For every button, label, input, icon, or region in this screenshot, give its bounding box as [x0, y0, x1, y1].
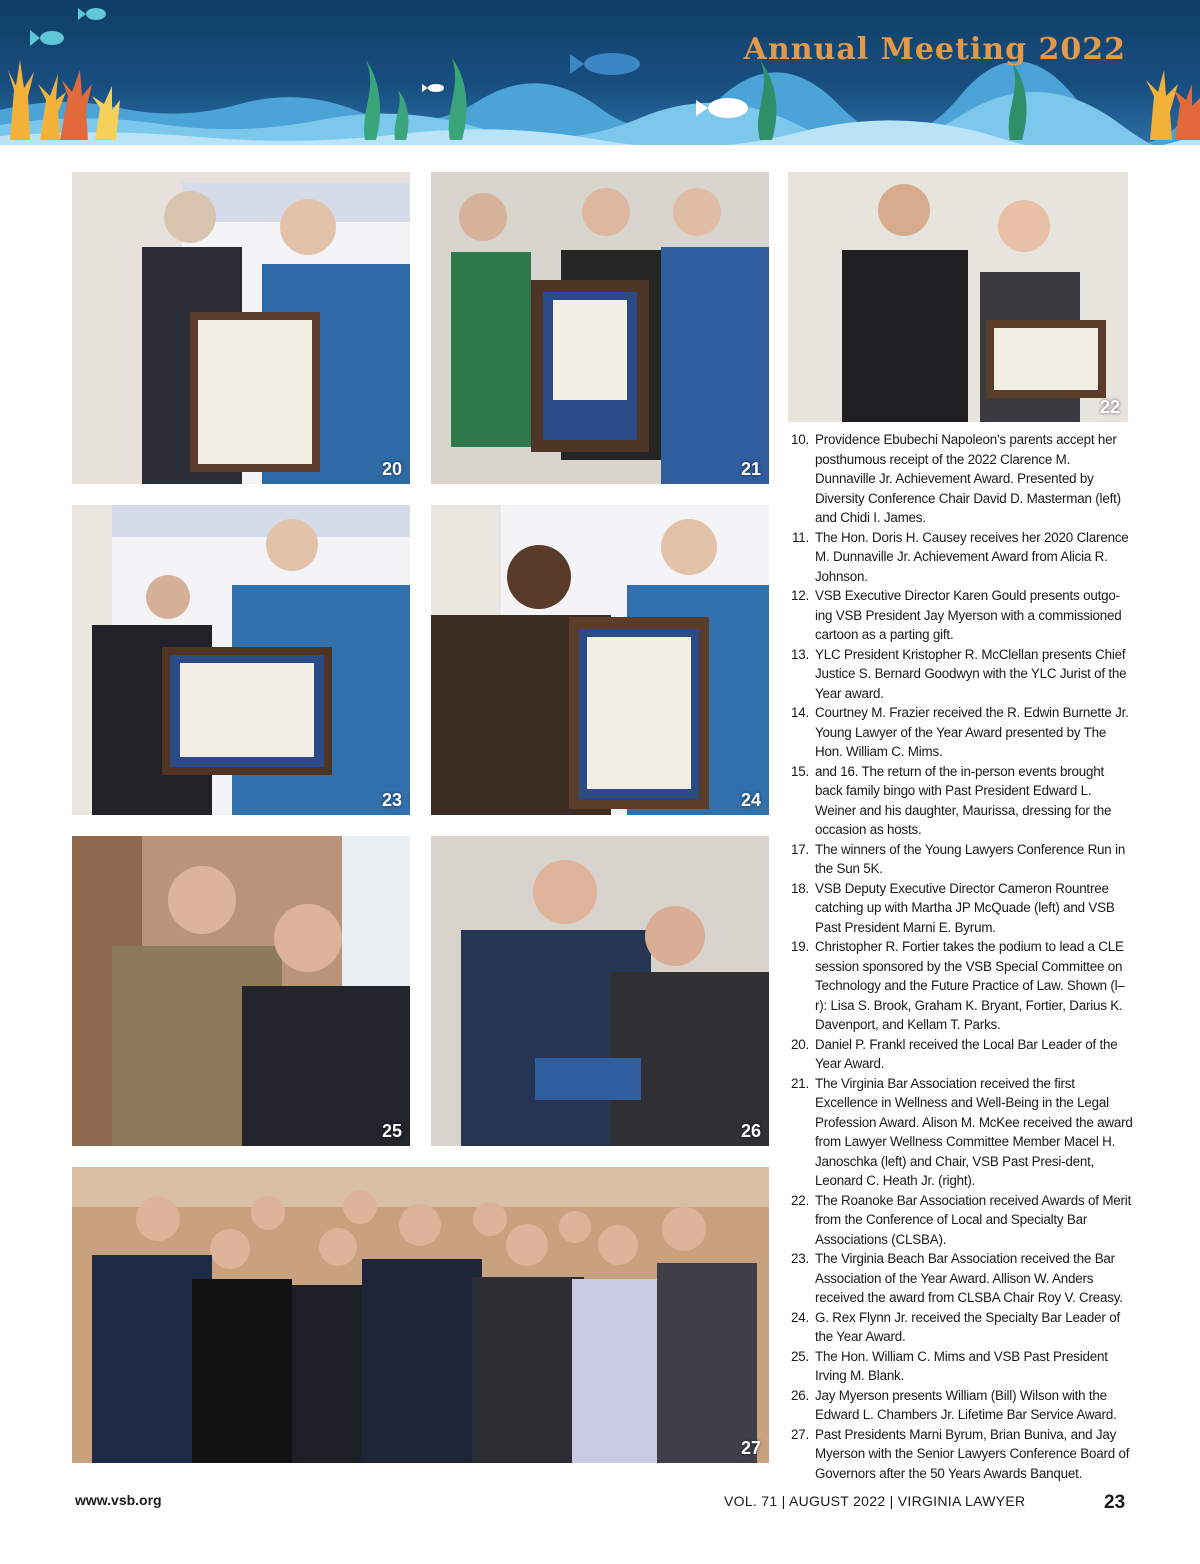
caption-text: The winners of the Young Lawyers Conference Run in the Sun 5K. — [815, 841, 1126, 876]
photo-number: 20 — [381, 459, 402, 479]
caption-number: 22. — [790, 1192, 809, 1208]
caption-item — [788, 586, 1133, 645]
caption-text: Jay Myerson presents William (Bill) Wilson with the Edward L. Chambers Jr. Lifetime Bar Service Award. — [815, 1387, 1117, 1422]
photo-21 — [431, 172, 769, 484]
photo-number: 26 — [740, 1121, 761, 1141]
photo-number: 25 — [381, 1121, 402, 1141]
caption-text: YLC President Kristopher R. McClellan presents Chief Justice S. Bernard Goodwyn with the YLC Jurist of the Year award. — [815, 646, 1127, 701]
photo-26-image — [431, 836, 769, 1146]
caption-item — [788, 762, 1133, 840]
photo-26 — [431, 836, 769, 1146]
photo-24 — [431, 505, 769, 815]
caption-number: 20. — [790, 1036, 809, 1052]
caption-text: Courtney M. Frazier received the R. Edwin Burnette Jr. Young Lawyer of the Year Award presented by The Hon. William C. Mims. — [815, 705, 1129, 759]
caption-text: The Roanoke Bar Association received Awards of Merit from the Conference of Local and Specialty Bar Associations (CLSBA). — [815, 1192, 1132, 1247]
photo-number: 21 — [740, 459, 761, 479]
photo-25 — [72, 836, 410, 1146]
photo-22-image — [788, 172, 1128, 422]
caption-item — [788, 1035, 1133, 1074]
photo-23-image — [72, 505, 410, 815]
caption-text: G. Rex Flynn Jr. received the Specialty Bar Leader of the Year Award. — [815, 1309, 1120, 1344]
footer-website[interactable]: www.vsb.org — [75, 1492, 162, 1508]
caption-number: 13. — [790, 646, 809, 662]
caption-number: 25. — [790, 1348, 809, 1364]
caption-item — [788, 937, 1133, 1035]
caption-item — [788, 430, 1133, 528]
caption-number: 24. — [790, 1309, 809, 1325]
photo-21-image — [431, 172, 769, 484]
caption-item — [788, 1308, 1133, 1347]
photo-20-image — [72, 172, 410, 484]
caption-number: 15. — [790, 763, 809, 779]
caption-item — [788, 1386, 1133, 1425]
caption-number: 26. — [790, 1387, 809, 1403]
caption-item — [788, 840, 1133, 879]
caption-item — [788, 1425, 1133, 1484]
caption-item — [788, 879, 1133, 938]
photo-captions — [788, 430, 1133, 1483]
photo-number: 23 — [381, 790, 402, 810]
caption-item — [788, 528, 1133, 587]
photo-number: 27 — [740, 1438, 761, 1458]
caption-number: 10. — [790, 432, 809, 447]
photo-25-image — [72, 836, 410, 1146]
caption-text: Past Presidents Marni Byrum, Brian Buniva, and Jay Myerson with the Senior Lawyers Conference Board of Governors after the 50 Years Awards Banquet. — [815, 1426, 1130, 1481]
caption-number: 27. — [790, 1426, 809, 1442]
caption-text: The Hon. William C. Mims and VSB Past President Irving M. Blank. — [815, 1348, 1108, 1383]
caption-item — [788, 1249, 1133, 1308]
ocean-illustration — [0, 0, 1200, 145]
page-number: 23 — [1104, 1492, 1126, 1513]
caption-item — [788, 1074, 1133, 1191]
caption-text: VSB Deputy Executive Director Cameron Rountree catching up with Martha JP McQuade (left) and VSB Past President Marni E. Byrum. — [815, 880, 1115, 935]
caption-item — [788, 1191, 1133, 1250]
photo-27 — [72, 1167, 769, 1463]
footer-issue: VOL. 71 | AUGUST 2022 | VIRGINIA LAWYER — [724, 1493, 1026, 1509]
photo-20 — [72, 172, 410, 484]
caption-item — [788, 1347, 1133, 1386]
caption-number: 19. — [790, 939, 809, 954]
caption-number: 12. — [790, 588, 809, 603]
photo-27-image — [72, 1167, 769, 1463]
photo-number: 24 — [740, 790, 761, 810]
caption-number: 21. — [790, 1075, 809, 1091]
caption-number: 14. — [790, 705, 809, 720]
caption-number: 23. — [790, 1251, 809, 1266]
photo-24-image — [431, 505, 769, 815]
page-title: Annual Meeting 2022 — [743, 32, 1126, 67]
caption-text: Providence Ebubechi Napoleon's parents accept her posthumous receipt of the 2022 Clarence M. Dunnaville Jr. Achievement Award. Presented by Diversity Conference Chair David D. Masterman (left) and Chidi I. James. — [815, 432, 1121, 525]
caption-text: The Virginia Beach Bar Association received the Bar Association of the Year Award. Allison W. Anders received the award from CLSBA Chair Roy V. Creasy. — [815, 1251, 1123, 1305]
caption-number: 17. — [790, 841, 809, 857]
caption-text: The Virginia Bar Association received the first Excellence in Wellness and Well-Being in the Legal Profession Award. Alison M. McKee received the award from Lawyer Wellness Committee Member Macel H. Janoschka (left) and Chair, VSB Past Presi-dent, Leonard C. Heath Jr. (right). — [815, 1075, 1133, 1188]
caption-text: The Hon. Doris H. Causey receives her 2020 Clarence M. Dunnaville Jr. Achievement Award from Alicia R. Johnson. — [815, 529, 1129, 584]
photo-number: 22 — [1099, 397, 1120, 417]
header-banner — [0, 0, 1200, 145]
caption-text: Daniel P. Frankl received the Local Bar Leader of the Year Award. — [815, 1036, 1118, 1071]
caption-text: VSB Executive Director Karen Gould presents outgo-ing VSB President Jay Myerson with a commissioned cartoon as a parting gift. — [815, 588, 1122, 642]
caption-item — [788, 703, 1133, 762]
caption-item — [788, 645, 1133, 704]
caption-number: 18. — [790, 880, 809, 896]
caption-text: Christopher R. Fortier takes the podium to lead a CLE session sponsored by the VSB Special Committee on Technology and the Future Practice of Law. Shown (l–r): Lisa S. Brook, Graham K. Bryant, Fortier, Darius K. Davenport, and Kellam T. Parks. — [815, 939, 1125, 1032]
photo-23 — [72, 505, 410, 815]
caption-number: 11. — [791, 529, 809, 545]
photo-22 — [788, 172, 1128, 422]
caption-text: and 16. The return of the in-person events brought back family bingo with Past President Edward L. Weiner and his daughter, Maurissa, dressing for the occasion as hosts. — [815, 763, 1112, 837]
